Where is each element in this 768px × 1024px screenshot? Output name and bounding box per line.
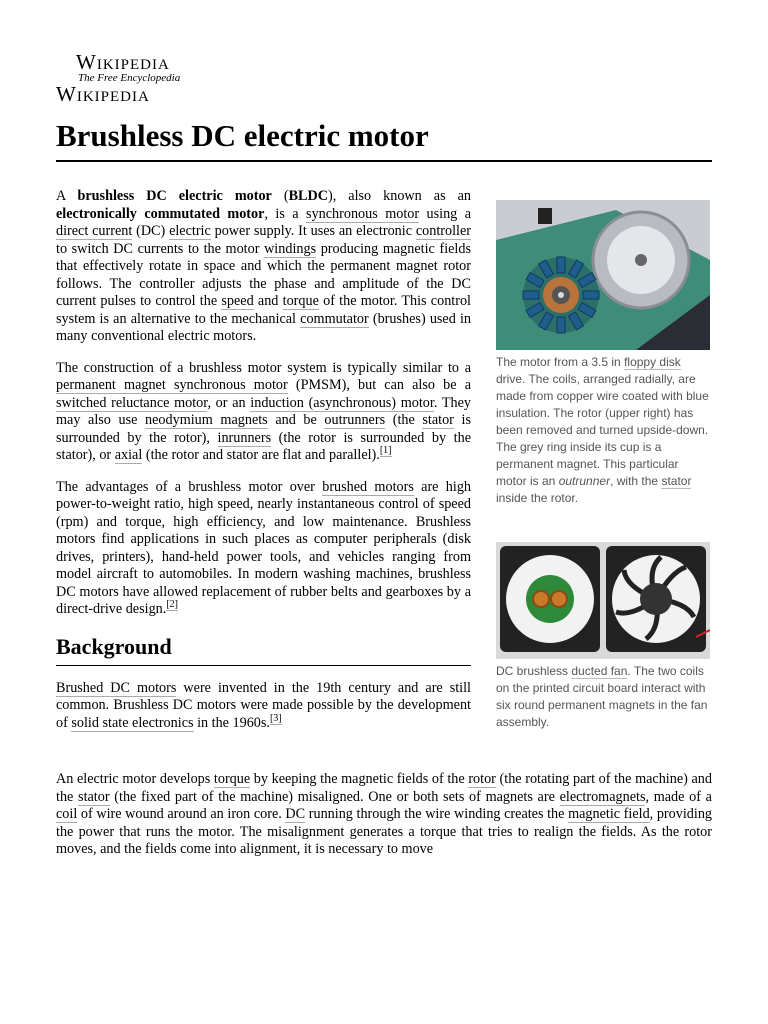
- link-pmsm[interactable]: permanent magnet synchronous motor: [56, 377, 288, 393]
- link-dc[interactable]: DC: [285, 806, 306, 822]
- torque-paragraph: An electric motor develops torque by keeping the magnetic fields of the rotor (the rotating part of the machine) and the stator (the fixed part of the machine) misaligned. One or both sets of magnets are electromagnets, made of a coil of wire wound around an iron core. DC running through the wire winding creates the magnetic field, providing the power that runs the motor. The misalignment generates a torque that tries to realign the fields. As the rotor moves, and the fields come into alignment, it is necessary to move: [56, 771, 713, 857]
- link-electric[interactable]: electric: [169, 223, 211, 239]
- link-floppy-disk[interactable]: floppy disk: [624, 355, 681, 369]
- link-speed[interactable]: speed: [221, 293, 254, 309]
- figure-ducted-fan: [496, 542, 710, 731]
- floppy-motor-image[interactable]: [496, 200, 710, 350]
- figure-caption-floppy: The motor from a 3.5 in floppy disk drive. The coils, arranged radially, are made from copper wire coated with blue insulation. The rotor (upper right) has been removed and turned upside-down. The grey ring inside its cup is a permanent magnet. This particular motor is an outrunner, with the stator inside the rotor.: [496, 355, 709, 505]
- link-electromagnets[interactable]: electromagnets: [559, 788, 646, 805]
- page-title: Brushless DC electric motor: [56, 116, 712, 162]
- link-switched-reluctance-motor[interactable]: switched reluctance motor: [56, 394, 208, 411]
- link-brushed-dc-motors[interactable]: Brushed DC motors: [56, 679, 177, 696]
- link-synchronous-motor[interactable]: synchronous motor: [306, 205, 420, 222]
- link-windings[interactable]: windings: [264, 240, 317, 257]
- figure-floppy-motor: [496, 200, 710, 507]
- link-rotor[interactable]: rotor: [468, 771, 496, 787]
- ducted-fan-image[interactable]: [496, 542, 710, 659]
- link-torque-2[interactable]: torque: [213, 771, 251, 787]
- reference-3[interactable]: [3]: [269, 712, 282, 724]
- link-stator-2[interactable]: stator: [78, 788, 110, 805]
- main-column: [56, 188, 471, 746]
- advantages-paragraph: The advantages of a brushless motor over brushed motors are high power-to-weight ratio, high speed, nearly instantaneous control of speed (rpm) and torque, high efficiency, and low maintenance. Brushless motors find applications in such places as computer peripherals (disk drives, printers), hand-held power tools, and vehicles ranging from model aircraft to automobiles. In modern washing machines, brushless DC motors have allowed replacement of rubber belts and gearboxes by a direct-drive design.[2]: [56, 478, 472, 617]
- logo-tagline: The Free Encyclopedia: [78, 72, 181, 84]
- link-solid-state-electronics[interactable]: solid state electronics: [71, 714, 194, 731]
- link-induction-motor[interactable]: induction (asynchronous) motor: [250, 394, 434, 411]
- link-ducted-fan[interactable]: ducted fan: [571, 664, 628, 678]
- construction-paragraph: The construction of a brushless motor system is typically similar to a permanent magnet synchronous motor (PMSM), but can also be a switched reluctance motor, or an induction (asynchronous) motor. They may also use neodymium magnets and be outrunners (the stator is surrounded by the rotor), inrunners (the rotor is surrounded by the stator), or axial (the rotor and stator are flat and parallel).[1]: [56, 359, 471, 463]
- fullwidth-column: [56, 771, 712, 873]
- link-controller[interactable]: controller: [415, 223, 471, 239]
- link-inrunners[interactable]: inrunners: [217, 429, 272, 446]
- section-heading-background: Background: [56, 633, 471, 666]
- link-brushed-motors[interactable]: brushed motors: [322, 478, 414, 495]
- link-magnetic-field[interactable]: magnetic field: [568, 806, 650, 822]
- link-coil[interactable]: coil: [56, 806, 78, 822]
- reference-2[interactable]: [2]: [166, 599, 178, 611]
- link-outrunners[interactable]: outrunners: [324, 412, 386, 428]
- link-commutator[interactable]: commutator: [300, 310, 369, 327]
- logo-wordmark: Wikipedia: [76, 50, 170, 74]
- figure-caption-fan: DC brushless ducted fan. The two coils on the printed circuit board interact with six round permanent magnets in the fan assembly.: [496, 664, 708, 729]
- link-stator[interactable]: stator: [422, 412, 454, 428]
- link-axial[interactable]: axial: [114, 447, 143, 463]
- link-torque[interactable]: torque: [282, 293, 319, 309]
- wikipedia-logo[interactable]: [56, 50, 196, 106]
- reference-1[interactable]: [1]: [379, 445, 392, 457]
- intro-paragraph: A brushless DC electric motor (BLDC), also known as an electronically commutated motor, is a synchronous motor using a direct current (DC) electric power supply. It uses an electronic controller to switch DC currents to the motor windings producing magnetic fields that effectively rotate in space and which the permanent magnet rotor follows. The controller adjusts the phase and amplitude of the DC current pulses to control the speed and torque of the motor. This control system is an alternative to the mechanical commutator (brushes) used in many conventional electric motors.: [56, 188, 472, 344]
- link-stator-caption[interactable]: stator: [661, 474, 692, 488]
- background-paragraph: Brushed DC motors were invented in the 19th century and are still common. Brushless DC motors were made possible by the development of solid state electronics in the 1960s.[3]: [56, 679, 471, 731]
- link-neodymium-magnets[interactable]: neodymium magnets: [145, 412, 268, 428]
- link-direct-current[interactable]: direct current: [56, 223, 133, 239]
- logo-wordmark-secondary: Wikipedia: [56, 82, 150, 106]
